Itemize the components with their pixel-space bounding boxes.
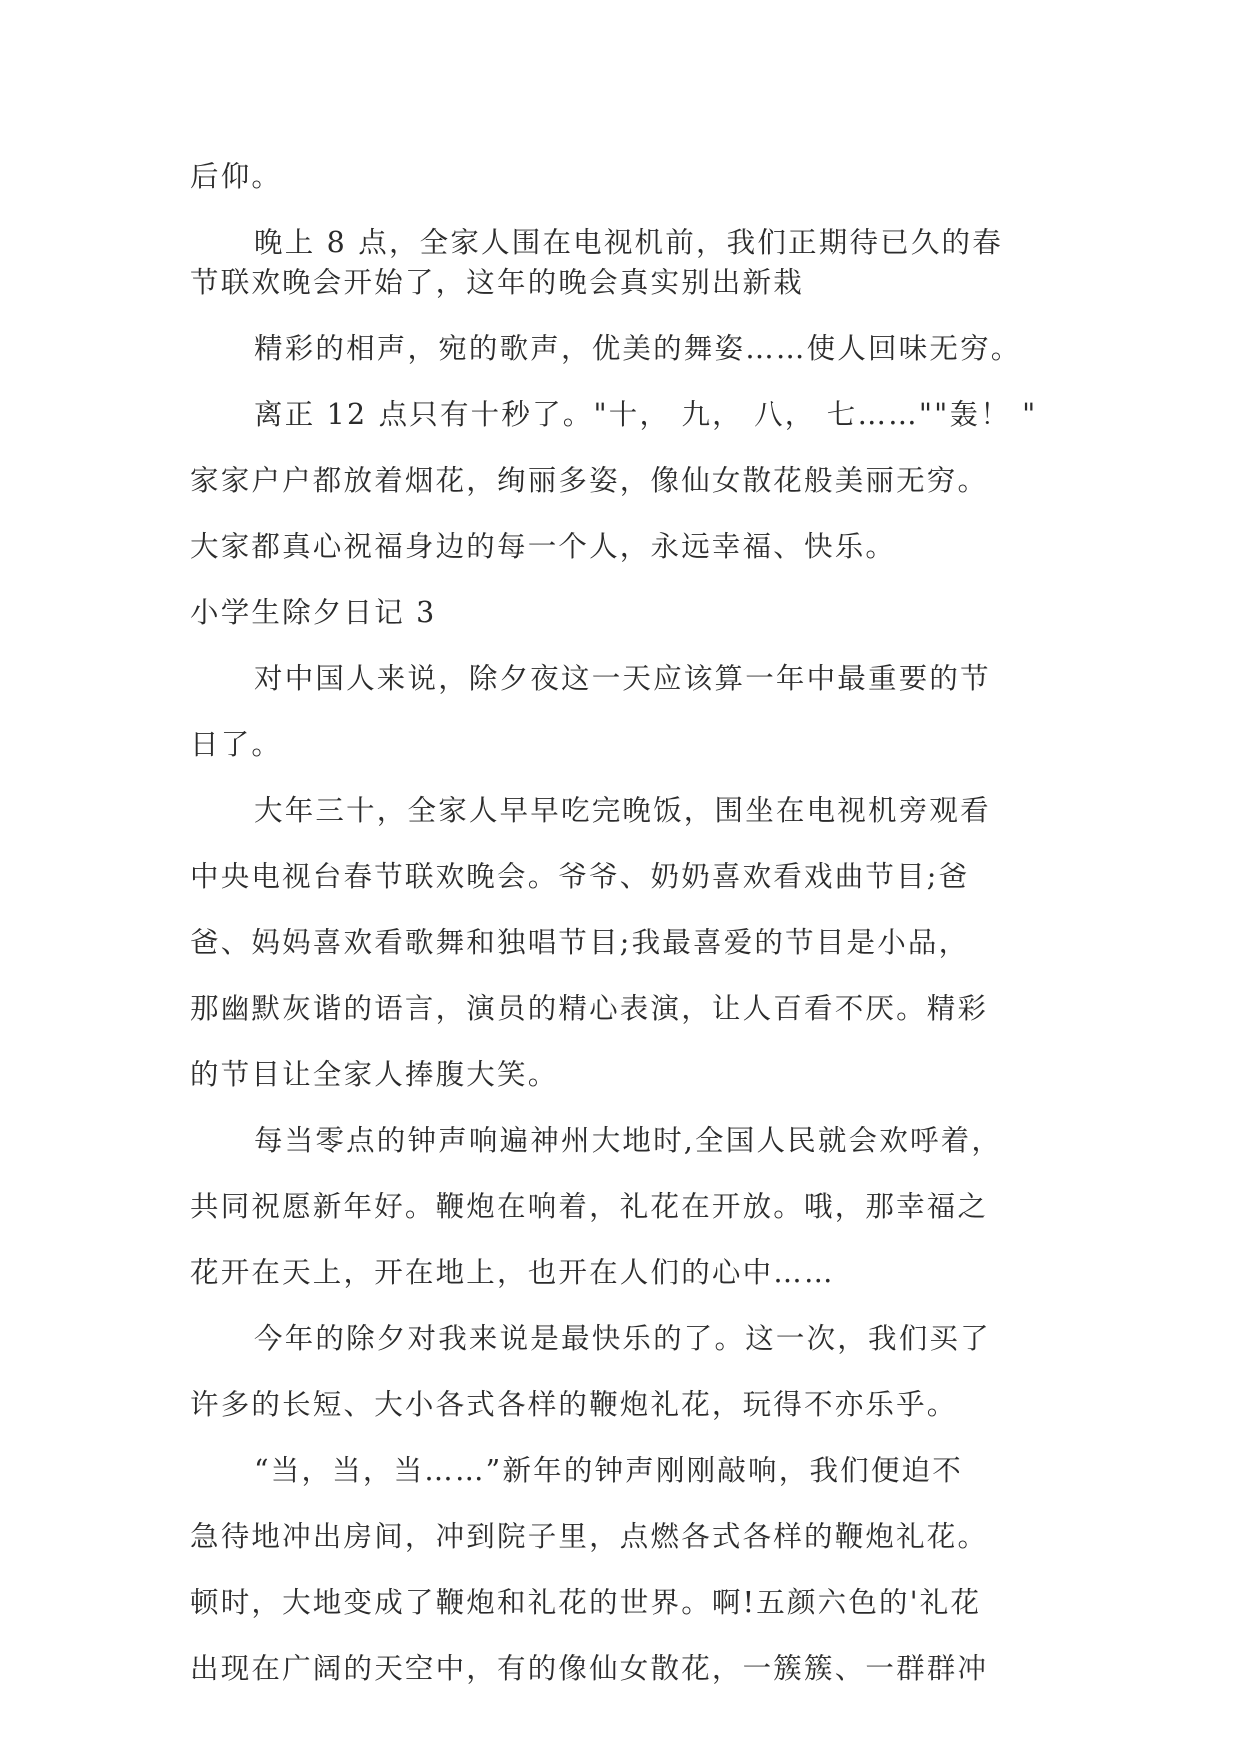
text-line: 出现在广阔的天空中，有的像仙女散花，一簇簇、一群群冲 bbox=[190, 1652, 989, 1685]
section-heading: 小学生除夕日记 3 bbox=[190, 596, 437, 629]
document-body bbox=[190, 157, 1070, 1689]
text-line: 共同祝愿新年好。鞭炮在响着，礼花在开放。哦，那幸福之 bbox=[190, 1190, 989, 1223]
text-line: 精彩的相声，宛的歌声，优美的舞姿……使人回味无穷。 bbox=[254, 332, 1022, 365]
text-line: 家家户户都放着烟花，绚丽多姿，像仙女散花般美丽无穷。 bbox=[190, 464, 989, 497]
text-line: 的节目让全家人捧腹大笑。 bbox=[190, 1058, 559, 1091]
text-line: 急待地冲出房间，冲到院子里，点燃各式各样的鞭炮礼花。 bbox=[190, 1520, 989, 1553]
text-line: 爸、妈妈喜欢看歌舞和独唱节目;我最喜爱的节目是小品， bbox=[190, 926, 970, 959]
text-line: 每当零点的钟声响遍神州大地时,全国人民就会欢呼着， bbox=[254, 1124, 1003, 1157]
text-line: 顿时，大地变成了鞭炮和礼花的世界。啊!五颜六色的'礼花 bbox=[190, 1586, 982, 1619]
text-line: 许多的长短、大小各式各样的鞭炮礼花，玩得不亦乐乎。 bbox=[190, 1388, 958, 1421]
text-line: 对中国人来说，除夕夜这一天应该算一年中最重要的节 bbox=[254, 662, 991, 695]
text-line: 那幽默灰谐的语言，演员的精心表演，让人百看不厌。精彩 bbox=[190, 992, 989, 1025]
text-line: 大家都真心祝福身边的每一个人，永远幸福、快乐。 bbox=[190, 530, 897, 563]
text-line: 日了。 bbox=[190, 728, 283, 761]
text-line: 晚上 8 点，全家人围在电视机前，我们正期待已久的春 bbox=[254, 226, 1003, 259]
text-line: 花开在天上，开在地上，也开在人们的心中…… bbox=[190, 1256, 835, 1289]
text-line: 离正 12 点只有十秒了。"十， 九， 八， 七……""轰！ " bbox=[254, 398, 1038, 431]
text-line: 今年的除夕对我来说是最快乐的了。这一次，我们买了 bbox=[254, 1322, 991, 1355]
text-line: “当，当，当……”新年的钟声刚刚敲响，我们便迫不 bbox=[254, 1454, 963, 1487]
text-line: 节联欢晚会开始了，这年的晚会真实别出新栽 bbox=[190, 266, 805, 299]
text-line: 中央电视台春节联欢晚会。爷爷、奶奶喜欢看戏曲节目;爸 bbox=[190, 860, 970, 893]
text-line: 后仰。 bbox=[190, 160, 283, 193]
text-line: 大年三十，全家人早早吃完晚饭，围坐在电视机旁观看 bbox=[254, 794, 991, 827]
